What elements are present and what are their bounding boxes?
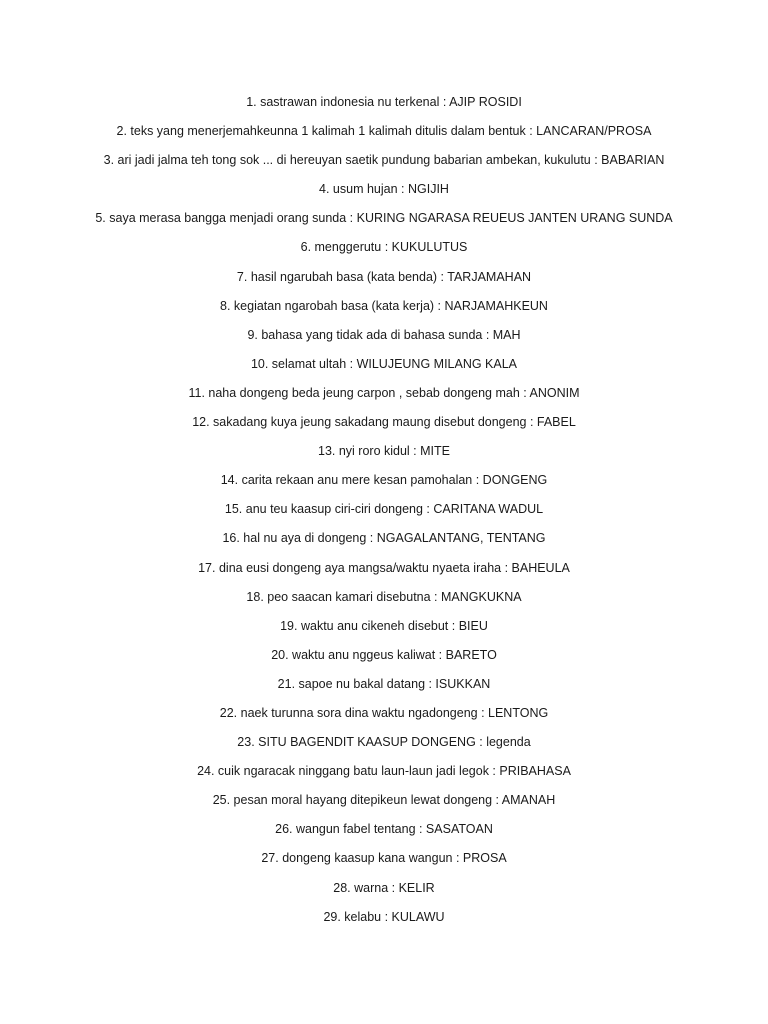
qa-line-24: 24. cuik ngaracak ninggang batu laun-laun jadi legok : PRIBAHASA [197,764,571,779]
qa-line-9: 9. bahasa yang tidak ada di bahasa sunda : MAH [247,327,521,342]
qa-line-19: 19. waktu anu cikeneh disebut : BIEU [280,618,488,633]
qa-line-6: 6. menggerutu : KUKULUTUS [300,240,468,255]
qa-line-23: 23. SITU BAGENDIT KAASUP DONGENG : legenda [237,735,531,750]
qa-line-16: 16. hal nu aya di dongeng : NGAGALANTANG, TENTANG [222,531,546,546]
qa-line-29: 29. kelabu : KULAWU [323,909,445,924]
qa-list [0,88,768,932]
qa-line-25: 25. pesan moral hayang ditepikeun lewat dongeng : AMANAH [212,793,556,808]
qa-line-27: 27. dongeng kaasup kana wangun : PROSA [261,851,507,866]
qa-line-12: 12. sakadang kuya jeung sakadang maung disebut dongeng : FABEL [192,415,576,430]
qa-line-17: 17. dina eusi dongeng aya mangsa/waktu nyaeta iraha : BAHEULA [198,560,570,575]
qa-line-22: 22. naek turunna sora dina waktu ngadongeng : LENTONG [219,705,549,720]
qa-line-8: 8. kegiatan ngarobah basa (kata kerja) : NARJAMAHKEUN [220,298,548,313]
qa-line-21: 21. sapoe nu bakal datang : ISUKKAN [277,676,491,691]
qa-line-3: 3. ari jadi jalma teh tong sok ... di hereuyan saetik pundung babarian ambekan, kukulutu : BABARIAN [103,153,665,168]
qa-line-13: 13. nyi roro kidul : MITE [318,444,450,459]
qa-line-26: 26. wangun fabel tentang : SASATOAN [275,822,493,837]
qa-line-14: 14. carita rekaan anu mere kesan pamohalan : DONGENG [220,473,548,488]
qa-line-7: 7. hasil ngarubah basa (kata benda) : TARJAMAHAN [236,269,532,284]
qa-line-5: 5. saya merasa bangga menjadi orang sunda : KURING NGARASA REUEUS JANTEN URANG SUNDA [95,211,673,226]
qa-line-11: 11. naha dongeng beda jeung carpon , sebab dongeng mah : ANONIM [188,385,580,400]
qa-line-28: 28. warna : KELIR [333,880,435,895]
qa-line-18: 18. peo saacan kamari disebutna : MANGKUKNA [246,589,522,604]
qa-line-2: 2. teks yang menerjemahkeunna 1 kalimah 1 kalimah ditulis dalam bentuk : LANCARAN/PROSA [116,124,652,139]
qa-line-1: 1. sastrawan indonesia nu terkenal : AJIP ROSIDI [246,95,522,109]
qa-line-20: 20. waktu anu nggeus kaliwat : BARETO [271,647,497,662]
qa-line-4: 4. usum hujan : NGIJIH [319,182,449,197]
qa-line-10: 10. selamat ultah : WILUJEUNG MILANG KALA [250,356,518,371]
qa-line-15: 15. anu teu kaasup ciri-ciri dongeng : CARITANA WADUL [224,502,544,517]
